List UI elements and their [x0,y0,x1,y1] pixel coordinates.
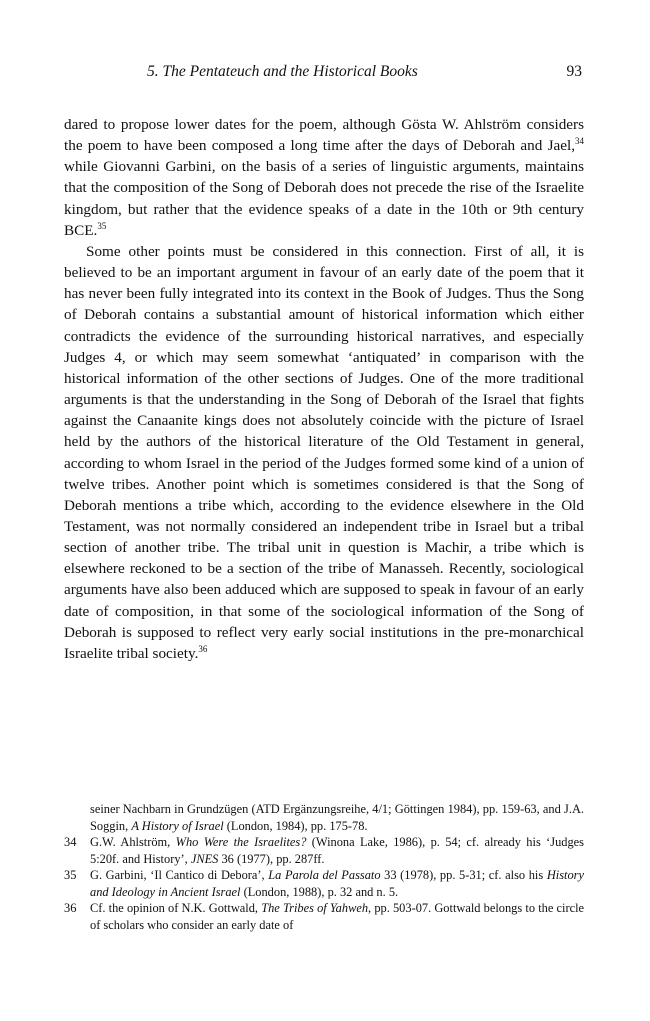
footnote-text: (London, 1988), p. 32 and n. 5. [240,884,399,899]
footnote-text: (London, 1984), pp. 175-78. [223,818,368,833]
footnote-text: G.W. Ahlström, [90,835,176,849]
footnote-title: A History of Israel [131,818,224,833]
footnote-number: 36 [64,901,77,915]
paragraph-1 [64,114,584,241]
running-title: 5. The Pentateuch and the Historical Books [147,63,418,80]
main-text [64,114,584,664]
footnote-36 [64,900,584,933]
footnote-text: 36 (1977), pp. 287ff. [218,851,325,866]
footnotes [64,801,584,933]
footnote-text: , pp. 503-07. Gottwald belongs to the circle of scholars who consider an early date of [90,901,585,932]
footnote-34 [64,834,584,867]
footnote-number: 35 [64,868,77,882]
footnote-number: 34 [64,835,77,849]
page-number: 93 [566,63,582,80]
footnote-ref-34: 34 [575,136,584,147]
footnote-title: Who Were the Israelites? [175,835,307,849]
footnote-title: History and Ideology in Ancient Israel [90,868,584,899]
footnote-continuation [64,801,584,834]
footnote-journal: JNES [190,851,219,866]
running-header [147,62,582,82]
paragraph-1-text-2: while Giovanni Garbini, on the basis of a series of linguistic arguments, maintains that the composition of the Song of Deborah does not precede the rise of the Israelite kingdom, but rather that the evidence speaks of a date in the 10th or 9th century [64,158,584,218]
footnote-35 [64,867,584,900]
bce-abbrev: BCE. [64,221,98,239]
footnote-title: The Tribes of Yahweh [261,901,369,915]
footnote-ref-35: 35 [97,220,107,231]
footnote-text: (Winona Lake, 1986), p. 54; cf. already his ‘Judges 5:20f. and History’, [90,835,584,866]
paragraph-2 [64,241,584,664]
footnote-text: Cf. the opinion of N.K. Gottwald, [90,901,262,915]
paragraph-2-text: Some other points must be considered in this connection. First of all, it is believed to be an important argument in favour of an early date of the poem that it has never been fully integrated into its context in the Book of Judges. Thus the Song of Deborah contains a substantial amount of historical information which either contradicts the evidence of the surrounding historical narratives, and especially Judges 4, or which may seem somewhat ‘antiquated’ in comparison with the historical information of the other sections of Judges. One of the more traditional arguments is that the understanding in the Song of Deborah of the Israel that fights against the Canaanite kings does not absolutely coincide with the picture of Israel held by the authors of the historical literature of the Old Testament in general, according to whom Israel in the period of the Judges formed some kind of a union of twelve tribes. Another point which is sometimes considered is that the Song of Deborah mentions a tribe which, according to the evidence elsewhere in the Old Testament, was not normally considered an independent tribe in Israel but a tribal section of another tribe. The tribal unit in question is Machir, a tribe which is elsewhere reckoned to be a section of the tribe of Manasseh. Recently, sociological arguments have also been adduced which are supposed to speak in favour of an early date of composition, in that some of the sociological information of the Song of Deborah is supposed to reflect very early social institutions in the pre-monarchical Israelite tribal society. [64,242,584,662]
footnote-journal: La Parola del Passato [268,868,381,882]
footnote-ref-36: 36 [198,643,208,654]
footnote-text: G. Garbini, ‘Il Cantico di Debora’, [90,868,269,882]
footnote-text: seiner Nachbarn in Grundzügen (ATD Ergänzungsreihe, 4/1; Göttingen 1984), pp. 159-63, and J.A. Soggin, [90,802,584,833]
footnote-text: 33 (1978), pp. 5-31; cf. also his [380,868,547,882]
paragraph-1-text: dared to propose lower dates for the poem, although Gösta W. Ahlström considers the poem to have been composed a long time after the days of Deborah and Jael, [64,116,584,155]
